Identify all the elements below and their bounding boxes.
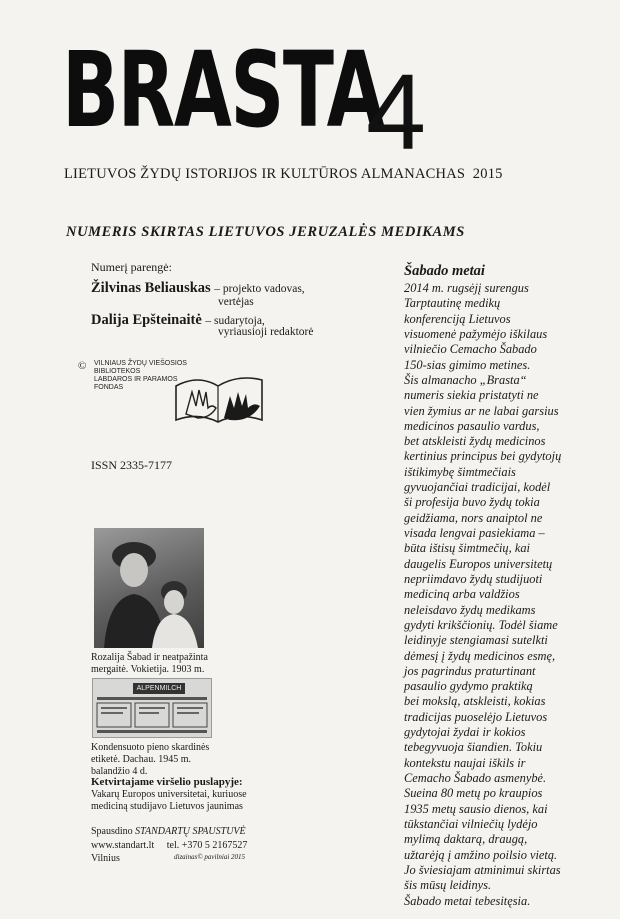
article-line: gydytojai žydai ir kokios [404,725,526,740]
article-line: vilniečio Cemacho Šabado [404,342,537,357]
article-line: kontekstu naujai iškils ir [404,755,526,770]
article-line: Šis almanacho „Brasta“ [404,372,527,387]
photo-caption [91,652,211,676]
milk-can-label-image [92,678,212,738]
open-book-hands-icon [168,356,268,424]
printer-website: www.standart.lt [91,840,155,851]
historic-photo [94,528,204,648]
article-line: vien žymius ar ne labai garsius [404,403,559,418]
design-credit: dizainas© pavilniai 2015 [174,853,246,861]
label-brand: ALPENMILCH [133,683,185,694]
credit-person-1 [91,280,305,297]
article-line: visuomenė pažymėjo iškilaus [404,326,548,341]
printer-contact [91,840,247,851]
cover-note-heading: Ketvirtajame viršelio puslapyje: [91,776,243,788]
article-line: medicinos pasaulio vardus, [404,418,540,433]
fund-name-line: LABDAROS IR PARAMOS FONDAS [94,376,178,391]
fund-name-line: VILNIAUS ŽYDŲ VIEŠOSIOS BIBLIOTEKOS [94,360,187,375]
article-title: Šabado metai [404,263,485,279]
article-line: 2014 m. rugsėjį surengus [404,281,529,295]
article-line: ši profesija buvo žydų tokia [404,495,540,510]
article-line: konferenciją Lietuvos [404,311,511,326]
article-line: Sueina 80 metų po kraupios [404,786,543,801]
article-line: bei mokslą, atskleisti, kokias [404,694,546,709]
article-line: gyvuojančiai tradicijai, kodėl [404,480,551,495]
article-body [404,281,604,909]
article-line: ištikimybę šimtmečiais [404,464,516,479]
article-line: dėmesį į žydų medicinos esmę, [404,648,556,663]
credit-role-cont: vertėjas [218,296,254,308]
print-city: Vilnius [91,853,120,864]
cover-note-line: mediciną studijavo Lietuvos jaunimas [91,801,243,812]
brasta-logo: BRASTA [62,29,384,151]
article-line: visada lengvai pasiekiama – [404,526,545,540]
article-line: tūkstančiai vilniečių lydėjo [404,816,538,831]
article-line: medicinq arba valdžios [404,587,520,602]
subtitle-year: 2015 [472,166,503,182]
caption-line: mergaitė. Vokietija. 1903 m. [91,664,205,675]
printer-label: Spausdino [91,826,133,837]
article-line: tradicijas puoselėjo Lietuvos [404,709,548,724]
caption-line: Rozalija Šabad ir neatpažinta [91,652,208,663]
photo-figures [94,528,204,648]
cover-note-line: Vakarų Europos universitetai, kuriuose [91,789,247,800]
article-line: būta ištisų šimtmečių, kai [404,541,530,556]
issue-dedication: NUMERIS SKIRTAS LIETUVOS JERUZALĖS MEDIKAMS [66,224,465,240]
article-line: Tarptautinę medikų [404,296,501,311]
article-line: jos pagrindus praturtinant [404,663,536,678]
printer-phone: tel. +370 5 2167527 [166,840,248,851]
article-line: gydyti krikščionių. Todėl šiame [404,617,558,632]
credit-role-cont: vyriausioji redaktorė [218,326,314,338]
label-caption [91,742,231,778]
printer-line [91,826,246,837]
prepared-by-label: Numerį parengė: [91,260,172,274]
article-line: daugelis Europos universitetų [404,556,553,571]
cover-note-body [91,789,271,813]
almanac-subtitle [64,166,503,183]
credit-name: Žilvinas Beliauskas [91,280,211,296]
article-line: leidinyje stengiamasi sutelkti [404,633,548,648]
credit-role: – sudarytoja, [205,315,265,327]
article-line: nepriimdavo žydų studijuoti [404,571,543,586]
credit-role: – projekto vadovas, [214,283,305,295]
issn-number: ISSN 2335-7177 [91,458,173,472]
issue-number: 4 [366,51,427,172]
article-line: kertinius principus bei gydytojų [404,449,562,464]
subtitle-text: LIETUVOS ŽYDŲ ISTORIJOS IR KULTŪROS ALMANACHAS [64,166,466,182]
article-line: pasaulio gydymo praktiką [404,679,533,694]
credit-name: Dalija Epšteinaitė [91,312,202,328]
article-line: Cemacho Šabado asmenybė. [404,771,547,785]
caption-line: etiketė. Dachau. 1945 m. balandžio 4 d. [91,754,191,777]
article-line: 150-sias gimimo metines. [404,357,531,372]
article-line: bet atskleisti žydų medicinos [404,434,546,449]
article-line: mylimą daktarą, draugą, [404,832,528,847]
article-line: neleisdavo žydų medikams [404,602,536,617]
article-line: tebegyvuoja šiandien. Tokiu [404,740,543,755]
article-line: 1935 metų sausio dienos, kai [404,801,548,816]
article-line: užtarėją į amžino poilsio vietą. [404,847,558,862]
article-line: Šabado metai tebesitęsia. [404,893,531,908]
printer-name: STANDARTŲ SPAUSTUVĖ [135,826,246,837]
article-line: geidžiama, nors anaiptol ne [404,510,543,525]
article-line: Jo šviesiajam atminimui skirtas [404,862,561,877]
caption-line: Kondensuoto pieno skardinės [91,742,210,753]
article-line: šis mūsų leidinys. [404,878,492,893]
copyright-symbol: © [78,360,87,372]
article-line: numeris siekia pristatyti ne [404,388,539,403]
